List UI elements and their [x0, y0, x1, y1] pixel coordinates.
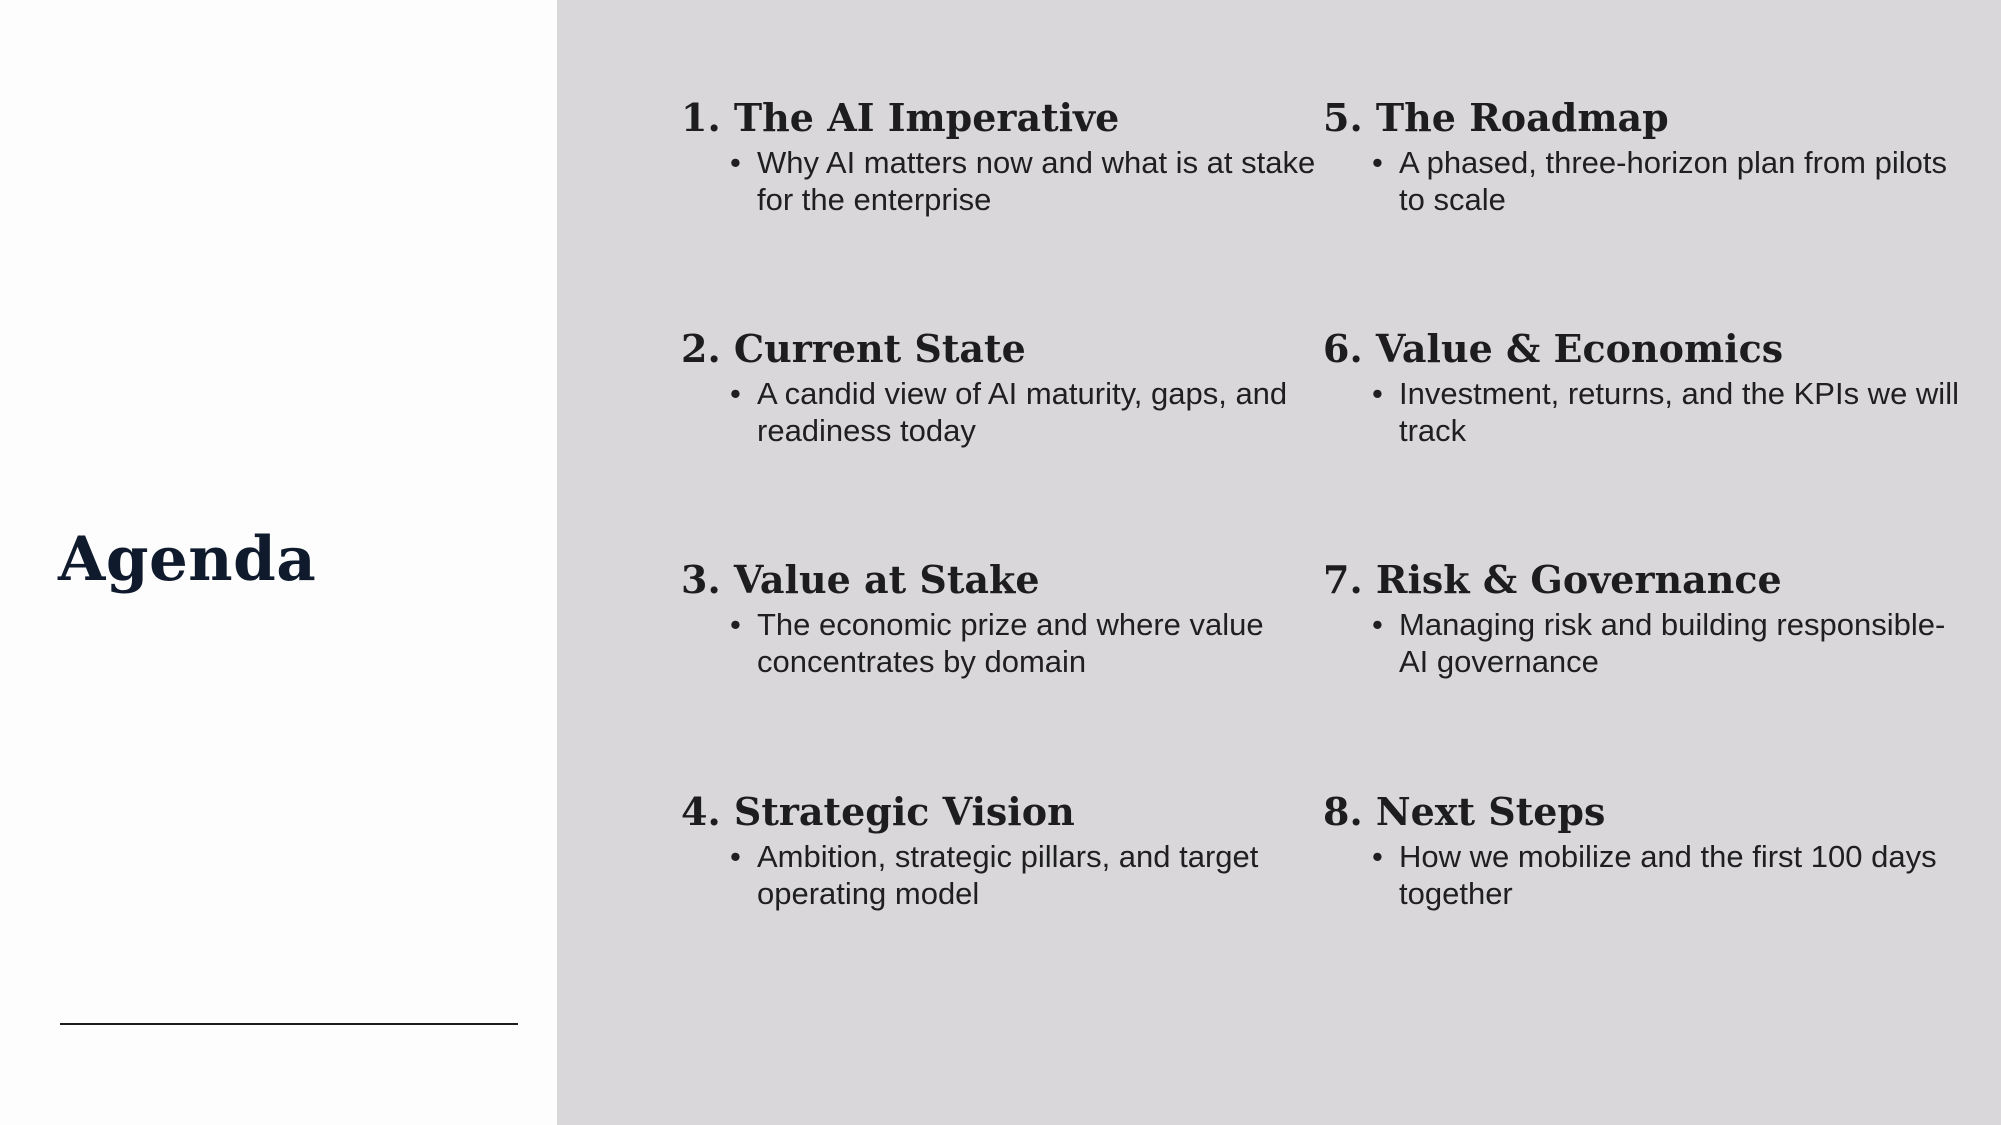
agenda-item-heading: 4. Strategic Vision [681, 789, 1075, 834]
agenda-item-description: • Managing risk and building responsible-AI governance [1323, 606, 1963, 680]
agenda-item-heading: 2. Current State [681, 326, 1026, 371]
agenda-item-3 [681, 555, 1321, 680]
agenda-item-heading: 6. Value & Economics [1323, 326, 1784, 371]
agenda-item-2 [681, 324, 1321, 449]
agenda-list [557, 0, 2001, 1125]
agenda-item-description: • A phased, three-horizon plan from pilots to scale [1323, 144, 1963, 218]
agenda-item-heading: 3. Value at Stake [681, 557, 1040, 602]
agenda-item-description: • A candid view of AI maturity, gaps, and readiness today [681, 375, 1321, 449]
agenda-item-1 [681, 93, 1321, 218]
agenda-item-heading: 5. The Roadmap [1323, 95, 1669, 140]
agenda-item-4 [681, 787, 1321, 912]
agenda-item-heading: 8. Next Steps [1323, 789, 1606, 834]
agenda-item-description: • Why AI matters now and what is at stake for the enterprise [681, 144, 1321, 218]
agenda-item-heading: 7. Risk & Governance [1323, 557, 1782, 602]
agenda-item-description: • The economic prize and where value concentrates by domain [681, 606, 1321, 680]
agenda-item-7 [1323, 555, 1963, 680]
agenda-item-description: • Investment, returns, and the KPIs we will track [1323, 375, 1963, 449]
page-title: Agenda [58, 524, 317, 595]
agenda-item-description: • How we mobilize and the first 100 days together [1323, 838, 1963, 912]
agenda-item-8 [1323, 787, 1963, 912]
agenda-item-heading: 1. The AI Imperative [681, 95, 1120, 140]
title-divider [60, 1023, 518, 1025]
agenda-item-5 [1323, 93, 1963, 218]
agenda-item-description: • Ambition, strategic pillars, and target operating model [681, 838, 1321, 912]
left-panel [0, 0, 557, 1125]
agenda-item-6 [1323, 324, 1963, 449]
